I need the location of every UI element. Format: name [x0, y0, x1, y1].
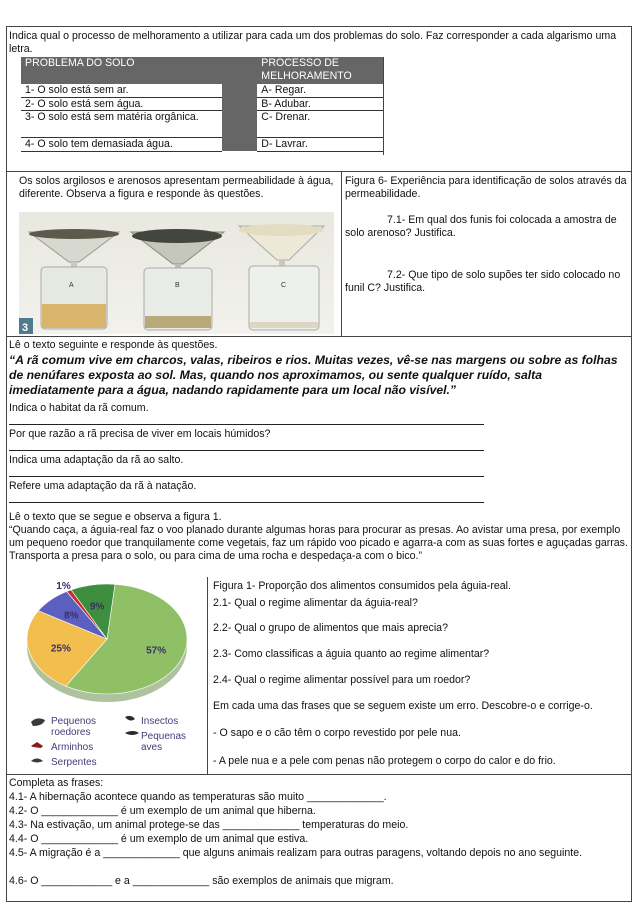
funnel-label-a: A: [69, 282, 74, 289]
question-2-2: 2.2- Qual o grupo de alimentos que mais aprecia?: [213, 622, 448, 634]
section-divider: [207, 577, 208, 775]
photo-number: 3: [22, 322, 29, 334]
error-sentence-1: - O sapo e o cão têm o corpo revestido por pele nua.: [213, 727, 461, 739]
process-cell: B- Adubar.: [257, 97, 383, 111]
pie-label: 8%: [64, 610, 79, 622]
soil-intro-text: Indica qual o processo de melhoramento a utilizar para cada um dos problemas do solo. Faz corresponder a cada algarismo uma letra.: [9, 30, 617, 55]
insect-icon: [125, 716, 135, 721]
rodent-icon: [31, 718, 45, 726]
eagle-text: “Quando caça, a águia-real faz o voo planado durante algumas horas para procurar as presas. Ao avistar uma presa, por exemplo um pequeno roedor que tranquilamente come vegetais, faz um rápido voo picado e agarra-a com as suas fortes e aguçadas garras. Transporta a presa para o solo, ou para cima de uma rocha e despedaça-a com o bico.”: [9, 524, 628, 562]
permeability-section: [7, 172, 631, 337]
funnel-c: [239, 224, 324, 330]
problem-cell: 1- O solo está sem ar.: [21, 84, 222, 97]
figure6-title: Figura 6- Experiência para identificação de solos através da permeabilidade.: [345, 175, 627, 200]
legend-rodents-1: Pequenos: [51, 716, 97, 727]
question-frog-humid: Por que razão a rã precisa de viver em locais húmidos?: [9, 428, 271, 440]
chart-legend: [31, 716, 186, 768]
legend-birds-2: aves: [141, 742, 163, 753]
question-frog-swim: Refere uma adaptação da rã à natação.: [9, 480, 197, 492]
diet-pie-chart: [17, 579, 207, 773]
funnel-label-b: B: [175, 282, 180, 289]
legend-birds-1: Pequenas: [141, 731, 187, 742]
bird-icon: [125, 731, 139, 735]
problem-cell: 2- O solo está sem água.: [21, 97, 222, 111]
soil-table: [21, 57, 383, 152]
frog-instruction: Lê o texto seguinte e responde às questões.: [9, 339, 218, 351]
funnel-label-c: C: [281, 282, 287, 289]
snake-icon: [31, 759, 43, 763]
legend-snakes: Serpentes: [51, 757, 97, 768]
worksheet-page: [6, 26, 632, 902]
answer-line[interactable]: [9, 496, 484, 503]
header-process: PROCESSO DE MELHORAMENTO: [257, 57, 383, 84]
complete-line: 4.6- O ____________ e a _____________ são exemplos de animais que migram.: [9, 875, 394, 887]
pie-label: 25%: [50, 643, 71, 655]
table-gap: [222, 97, 257, 111]
complete-title: Completa as frases:: [9, 777, 104, 789]
frog-quote: “A rã comum vive em charcos, valas, ribeiros e rios. Muitas vezes, vê-se nas margens ou sobre as folhas de nenúfares exposta ao sol. Mas, quando nos aproximamos, ou sente qualquer ruído, salta imediatamente para a água, nadando rapidamente para um local não visível.”: [9, 353, 618, 397]
soil-matching-section: [7, 27, 631, 172]
question-frog-habitat: Indica o habitat da rã comum.: [9, 402, 149, 414]
pie-label: 9%: [89, 601, 105, 613]
legend-insects: Insectos: [141, 716, 179, 727]
ermine-icon: [31, 742, 43, 748]
table-gap: [222, 84, 257, 97]
header-problem: PROBLEMA DO SOLO: [21, 57, 222, 84]
table-gap: [222, 111, 257, 138]
question-2-4: 2.4- Qual o regime alimentar possível para um roedor?: [213, 674, 471, 686]
pie-label: 1%: [56, 580, 71, 592]
process-cell: C- Drenar.: [257, 111, 383, 138]
eagle-instruction: Lê o texto que se segue e observa a figura 1.: [9, 511, 222, 523]
funnel-a: [29, 229, 119, 329]
funnel-illustration: [19, 212, 334, 334]
complete-line: 4.2- O _____________ é um exemplo de um animal que hiberna.: [9, 805, 316, 817]
section-divider: [341, 172, 342, 337]
question-2-1: 2.1- Qual o regime alimentar da águia-real?: [213, 597, 418, 609]
funnel-b: [131, 229, 224, 330]
answer-line[interactable]: [9, 444, 484, 451]
complete-line: 4.1- A hibernação acontece quando as temperaturas são muito _____________.: [9, 791, 387, 803]
answer-line[interactable]: [9, 418, 484, 425]
legend-ermines: Arminhos: [51, 742, 94, 753]
error-instruction: Em cada uma das frases que se seguem existe um erro. Descobre-o e corrige-o.: [213, 700, 593, 712]
legend-rodents-2: roedores: [51, 727, 91, 738]
answer-line[interactable]: [9, 470, 484, 477]
complete-line: 4.4- O _____________ é um exemplo de um animal que estiva.: [9, 833, 309, 845]
question-frog-jump: Indica uma adaptação da rã ao salto.: [9, 454, 184, 466]
eagle-diet-section: [7, 577, 631, 775]
problem-cell: 4- O solo tem demasiada água.: [21, 138, 222, 152]
pie-label: 57%: [146, 645, 167, 657]
funnel-photo: [19, 212, 334, 334]
complete-line: 4.5- A migração é a _____________ que alguns animais realizam para outras paragens, voltando depois no ano seguinte.: [9, 847, 583, 859]
problem-cell: 3- O solo está sem matéria orgânica.: [21, 111, 222, 138]
question-7-2: 7.2- Que tipo de solo supões ter sido colocado no funil C? Justifica.: [345, 269, 621, 294]
permeability-text: Os solos argilosos e arenosos apresentam permeabilidade à água, diferente. Observa a figura e responde às questões.: [19, 175, 334, 200]
figure1-title: Figura 1- Proporção dos alimentos consumidos pela águia-real.: [213, 580, 511, 592]
table-right-border: [383, 57, 384, 155]
complete-line: 4.3- Na estivação, um animal protege-se das _____________ temperaturas do meio.: [9, 819, 409, 831]
process-cell: A- Regar.: [257, 84, 383, 97]
pie-chart-area: [17, 579, 207, 773]
question-2-3: 2.3- Como classificas a águia quanto ao regime alimentar?: [213, 648, 490, 660]
table-gap: [222, 138, 257, 152]
process-cell: D- Lavrar.: [257, 138, 383, 152]
table-gap: [222, 57, 257, 84]
error-sentence-2: - A pele nua e a pele com penas não protegem o corpo do calor e do frio.: [213, 755, 556, 767]
question-7-1: 7.1- Em qual dos funis foi colocada a amostra de solo arenoso? Justifica.: [345, 214, 617, 239]
